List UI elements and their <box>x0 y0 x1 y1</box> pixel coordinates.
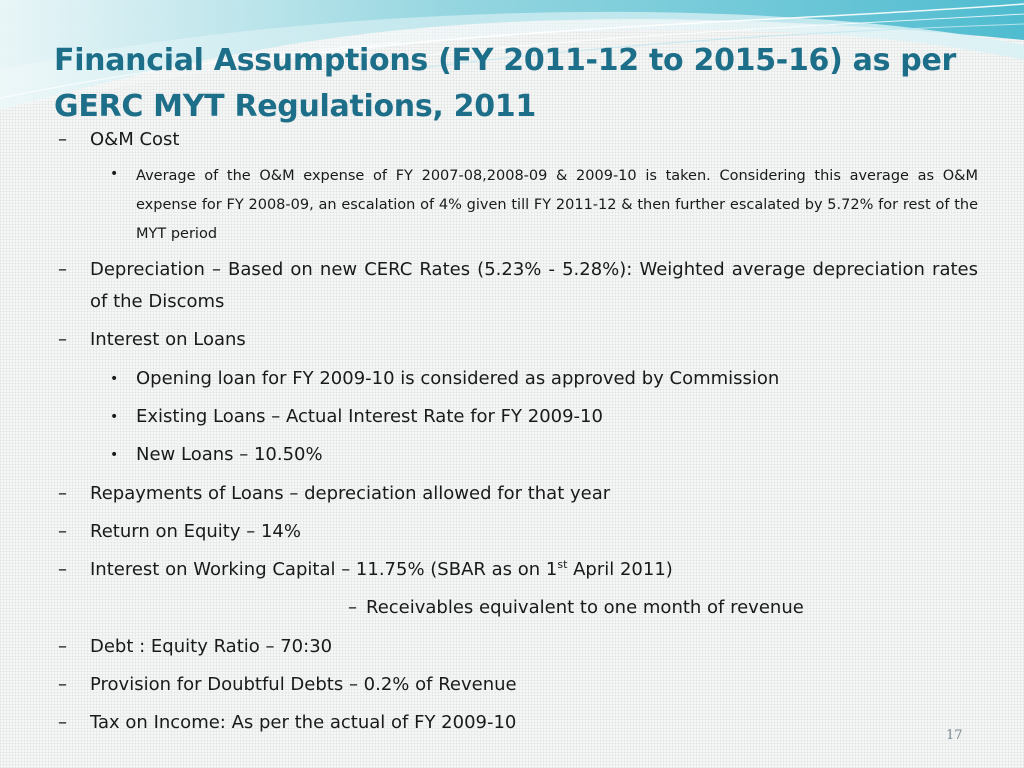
item-working-capital <box>58 554 978 586</box>
existing-loans-text: Existing Loans – Actual Interest Rate for FY 2009-10 <box>136 406 603 427</box>
dash-marker: – <box>58 483 67 504</box>
repayments-text: Repayments of Loans – depreciation allowed for that year <box>90 483 611 504</box>
tax-text: Tax on Income: As per the actual of FY 2009-10 <box>90 712 517 733</box>
subitem-new-loans <box>110 439 978 471</box>
bullet-marker: • <box>110 447 119 463</box>
dash-marker: – <box>58 712 67 733</box>
item-tax-on-income <box>58 707 978 739</box>
iwc-text-before: Interest on Working Capital – 11.75% (SBAR as on 1 <box>90 559 558 580</box>
opening-loan-text: Opening loan for FY 2009-10 is considered as approved by Commission <box>136 368 780 389</box>
item-repayments <box>58 478 978 510</box>
roe-text: Return on Equity – 14% <box>90 521 301 542</box>
bullet-marker: • <box>110 166 119 182</box>
dash-marker: – <box>348 597 357 618</box>
page-number: 17 <box>946 728 963 743</box>
dash-marker: – <box>58 129 67 150</box>
subitem-om-average <box>110 162 978 249</box>
dash-marker: – <box>58 259 67 280</box>
iwc-superscript: st <box>557 558 568 571</box>
iwc-text-after: April 2011) <box>567 559 673 580</box>
item-debt-equity <box>58 631 978 663</box>
dash-marker: – <box>58 559 67 580</box>
interest-loans-label: Interest on Loans <box>90 329 246 350</box>
debt-equity-text: Debt : Equity Ratio – 70:30 <box>90 636 333 657</box>
dash-marker: – <box>58 636 67 657</box>
receivables-text: Receivables equivalent to one month of revenue <box>366 597 804 618</box>
item-return-on-equity <box>58 516 978 548</box>
dash-marker: – <box>58 521 67 542</box>
doubtful-debts-text: Provision for Doubtful Debts – 0.2% of Revenue <box>90 674 517 695</box>
new-loans-text: New Loans – 10.50% <box>136 444 323 465</box>
om-average-text: Average of the O&M expense of FY 2007-08,2008-09 & 2009-10 is taken. Considering this average as O&M expense for FY 2008-09, an escalation of 4% given till FY 2011-12 & then further escalated by 5.72% for rest of the MYT period <box>136 168 978 242</box>
subitem-receivables <box>348 592 986 624</box>
item-doubtful-debts <box>58 669 978 701</box>
subitem-existing-loans <box>110 401 978 433</box>
item-om-cost <box>58 124 978 156</box>
depreciation-text: Depreciation – Based on new CERC Rates (5.23% - 5.28%): Weighted average depreciation rates of the Discoms <box>90 259 978 312</box>
om-cost-label: O&M Cost <box>90 129 180 150</box>
item-interest-loans <box>58 324 978 356</box>
slide-title: Financial Assumptions (FY 2011-12 to 2015-16) as per GERC MYT Regulations, 2011 <box>54 43 957 124</box>
dash-marker: – <box>58 329 67 350</box>
bullet-marker: • <box>110 371 119 387</box>
bullet-marker: • <box>110 409 119 425</box>
item-depreciation <box>58 254 978 318</box>
dash-marker: – <box>58 674 67 695</box>
subitem-opening-loan <box>110 363 978 395</box>
